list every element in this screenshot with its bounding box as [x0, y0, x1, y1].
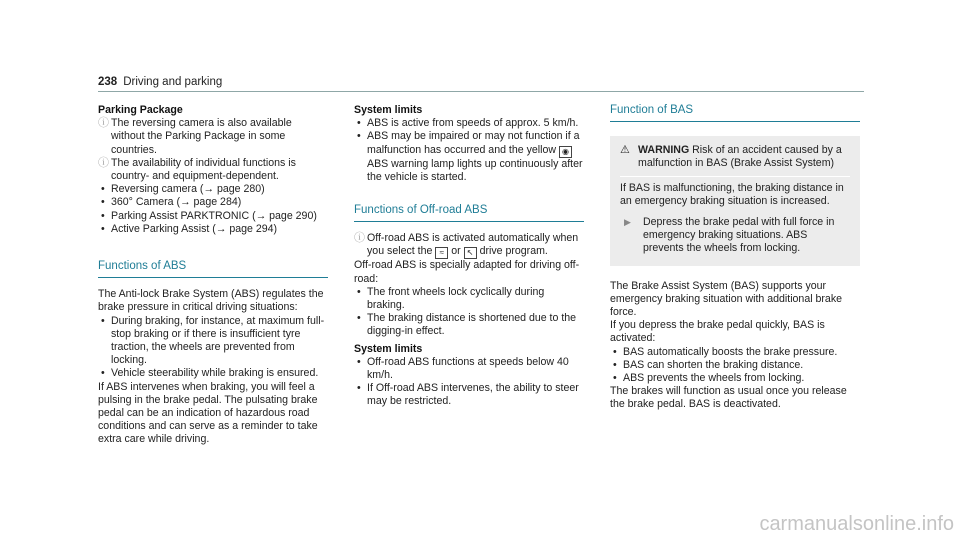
note-text: The availability of individual functions is country- and equipment-dependent.	[111, 156, 296, 183]
note-text-part: drive program.	[476, 245, 548, 258]
warning-body: If BAS is malfunctioning, the braking distance in an emergency braking situation is increased.	[620, 181, 844, 207]
note-offroad	[354, 232, 584, 259]
list-item-text: ABS warning lamp lights up continuously after the vehicle is started.	[367, 157, 583, 183]
info-icon: ⓘ	[98, 117, 109, 130]
warning-step	[620, 216, 850, 256]
list-item: • If Off-road ABS intervenes, the ability to steer may be restricted.	[354, 382, 584, 408]
offroad-section-heading: Functions of Off-road ABS	[354, 204, 584, 222]
list-item	[354, 130, 584, 184]
list-item: • The front wheels lock cyclically during braking.	[354, 286, 584, 312]
note-reversing-camera	[98, 117, 328, 157]
info-icon: ⓘ	[354, 232, 365, 245]
list-item: • The braking distance is shortened due to the digging-in effect.	[354, 312, 584, 338]
system-limits-title: System limits	[354, 104, 423, 116]
list-item: • BAS can shorten the braking distance.	[610, 359, 860, 372]
warning-title	[638, 144, 850, 170]
offroad-paragraph: Off-road ABS is specially adapted for driving off-road:	[354, 259, 580, 285]
parking-package-title: Parking Package	[98, 104, 183, 116]
chapter-title: Driving and parking	[123, 76, 223, 88]
note-text-part: or	[448, 245, 464, 258]
warning-label: WARNING	[638, 144, 690, 157]
parking-list	[98, 183, 328, 236]
step-text: Depress the brake pedal with full force in emergency braking situations. ABS prevents the wheels from locking.	[643, 216, 835, 255]
note-text	[367, 232, 584, 259]
note-availability	[98, 157, 328, 183]
bas-paragraph-3: The brakes will function as usual once you release the brake pedal. BAS is deactivated.	[610, 385, 847, 411]
bas-list	[610, 346, 860, 386]
bas-paragraph-2: If you depress the brake pedal quickly, BAS is activated:	[610, 319, 825, 345]
list-item: • BAS automatically boosts the brake pressure.	[610, 346, 860, 359]
bas-paragraph-1: The Brake Assist System (BAS) supports your emergency braking situation with additional brake force.	[610, 279, 843, 319]
note-text-part: Off-road ABS is activated automatically when you select the	[367, 232, 579, 258]
warning-triangle-icon: ⚠	[620, 144, 630, 157]
list-item[interactable]: • 360° Camera (→ page 284)	[98, 196, 328, 209]
list-item: • ABS prevents the wheels from locking.	[610, 372, 860, 385]
limits2-list	[354, 356, 584, 409]
abs-section-heading: Functions of ABS	[98, 260, 328, 278]
column-left	[98, 104, 328, 447]
list-item-text: ABS may be impaired or may not function if a malfunction has occurred and the yellow	[367, 130, 580, 156]
abs-intro: The Anti-lock Brake System (ABS) regulates the brake pressure in critical driving situations:	[98, 288, 324, 314]
incline-program-icon: ↖	[464, 247, 477, 259]
list-item: • Off-road ABS functions at speeds below 40 km/h.	[354, 356, 584, 382]
column-right	[610, 104, 860, 412]
warning-box	[610, 136, 860, 265]
list-item: • During braking, for instance, at maximum full-stop braking or if there is insufficient tyre traction, the wheels are prevented from locking.	[98, 315, 328, 368]
list-item: • ABS is active from speeds of approx. 5 km/h.	[354, 117, 584, 130]
bas-section-heading: Function of BAS	[610, 104, 860, 122]
offroad-program-icon: ≈	[435, 247, 448, 259]
system-limits-title-2: System limits	[354, 342, 423, 355]
page-number: 238	[98, 76, 118, 88]
watermark: carmanualsonline.info	[759, 512, 954, 535]
offroad-list	[354, 286, 584, 339]
note-text: The reversing camera is also available without the Parking Package in some countries.	[111, 117, 292, 156]
abs-list	[98, 315, 328, 381]
column-middle	[354, 104, 584, 409]
list-item: • Vehicle steerability while braking is ensured.	[98, 367, 328, 380]
info-icon: ⓘ	[98, 156, 109, 169]
page-header	[98, 76, 222, 89]
list-item[interactable]: • Parking Assist PARKTRONIC (→ page 290)	[98, 210, 328, 223]
header-divider	[98, 91, 864, 92]
warning-divider	[620, 176, 850, 177]
list-item[interactable]: • Active Parking Assist (→ page 294)	[98, 223, 328, 236]
warning-title-text: Risk of an accident caused by a malfunction in BAS (Brake Assist System)	[638, 144, 842, 170]
list-item[interactable]: • Reversing camera (→ page 280)	[98, 183, 328, 196]
abs-lamp-icon: ◉	[559, 146, 572, 158]
limits-list	[354, 117, 584, 184]
step-arrow-icon: ▶	[624, 217, 631, 228]
abs-paragraph: If ABS intervenes when braking, you will feel a pulsing in the brake pedal. The pulsating brake pedal can be an indication of hazardous road conditions and can serve as a reminder to take extra care while driving.	[98, 380, 318, 446]
warning-header	[620, 144, 850, 170]
